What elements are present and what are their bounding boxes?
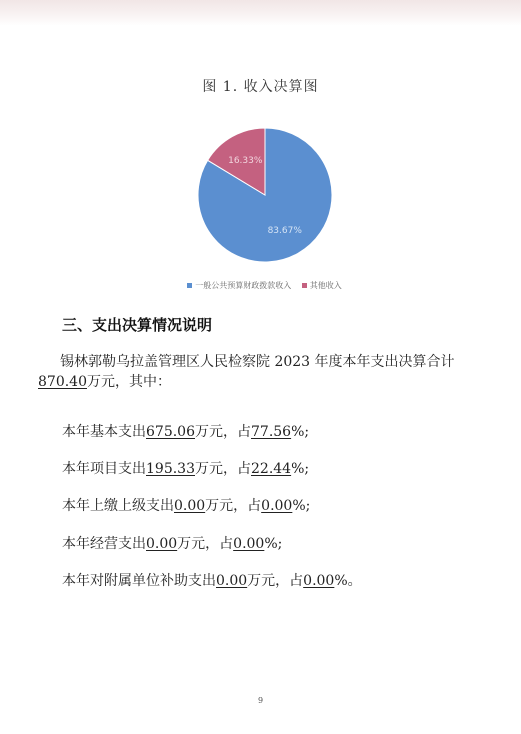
item-suffix: %; xyxy=(264,536,283,552)
item-label: 本年基本支出 xyxy=(62,424,146,440)
item-percent: 77.56 xyxy=(251,424,292,440)
legend-swatch-other-income xyxy=(302,283,307,288)
expenditure-item-subsidiary-subsidy xyxy=(62,570,362,590)
expenditure-item-operating xyxy=(62,533,282,553)
income-pie-chart xyxy=(180,120,350,270)
expenditure-summary-paragraph xyxy=(38,352,490,392)
item-suffix: %; xyxy=(291,424,310,440)
item-unit: 万元，占 xyxy=(205,498,262,514)
chart-legend xyxy=(0,280,521,291)
summary-text: 锡林郭勒乌拉盖管理区人民检察院 2023 年度本年支出决算合计 xyxy=(60,354,455,370)
item-unit: 万元，占 xyxy=(247,573,304,589)
expenditure-item-project xyxy=(62,458,309,478)
item-percent: 0.00 xyxy=(261,498,293,514)
item-label: 本年经营支出 xyxy=(62,536,146,552)
expenditure-item-basic xyxy=(62,421,309,441)
item-percent: 22.44 xyxy=(251,461,292,477)
pie-slice-label-0: 83.67% xyxy=(267,226,302,237)
page-number: 9 xyxy=(257,696,264,705)
legend-swatch-general-budget xyxy=(187,283,192,288)
item-amount: 675.06 xyxy=(146,424,195,440)
item-unit: 万元，占 xyxy=(195,461,251,477)
summary-suffix: 万元，其中： xyxy=(87,374,171,390)
section-heading: 三、支出决算情况说明 xyxy=(62,316,213,334)
scan-edge-shading xyxy=(0,0,521,26)
item-label: 本年项目支出 xyxy=(62,461,146,477)
item-suffix: %; xyxy=(292,498,311,514)
item-amount: 0.00 xyxy=(174,498,206,514)
item-suffix: %。 xyxy=(334,573,362,589)
legend-label-general-budget: 一般公共预算财政拨款收入 xyxy=(195,281,292,290)
item-amount: 0.00 xyxy=(216,573,248,589)
item-unit: 万元，占 xyxy=(195,424,251,440)
item-suffix: %; xyxy=(291,461,310,477)
item-percent: 0.00 xyxy=(303,573,335,589)
item-unit: 万元，占 xyxy=(177,536,234,552)
summary-total-amount: 870.40 xyxy=(38,374,87,390)
item-percent: 0.00 xyxy=(233,536,265,552)
item-label: 本年上缴上级支出 xyxy=(62,498,174,514)
item-label: 本年对附属单位补助支出 xyxy=(62,573,216,589)
item-amount: 0.00 xyxy=(146,536,178,552)
expenditure-item-remit-superior xyxy=(62,495,310,515)
pie-slice-label-1: 16.33% xyxy=(228,155,263,166)
legend-label-other-income: 其他收入 xyxy=(309,281,342,290)
item-amount: 195.33 xyxy=(146,461,195,477)
figure-title: 图 1. 收入决算图 xyxy=(202,79,319,95)
